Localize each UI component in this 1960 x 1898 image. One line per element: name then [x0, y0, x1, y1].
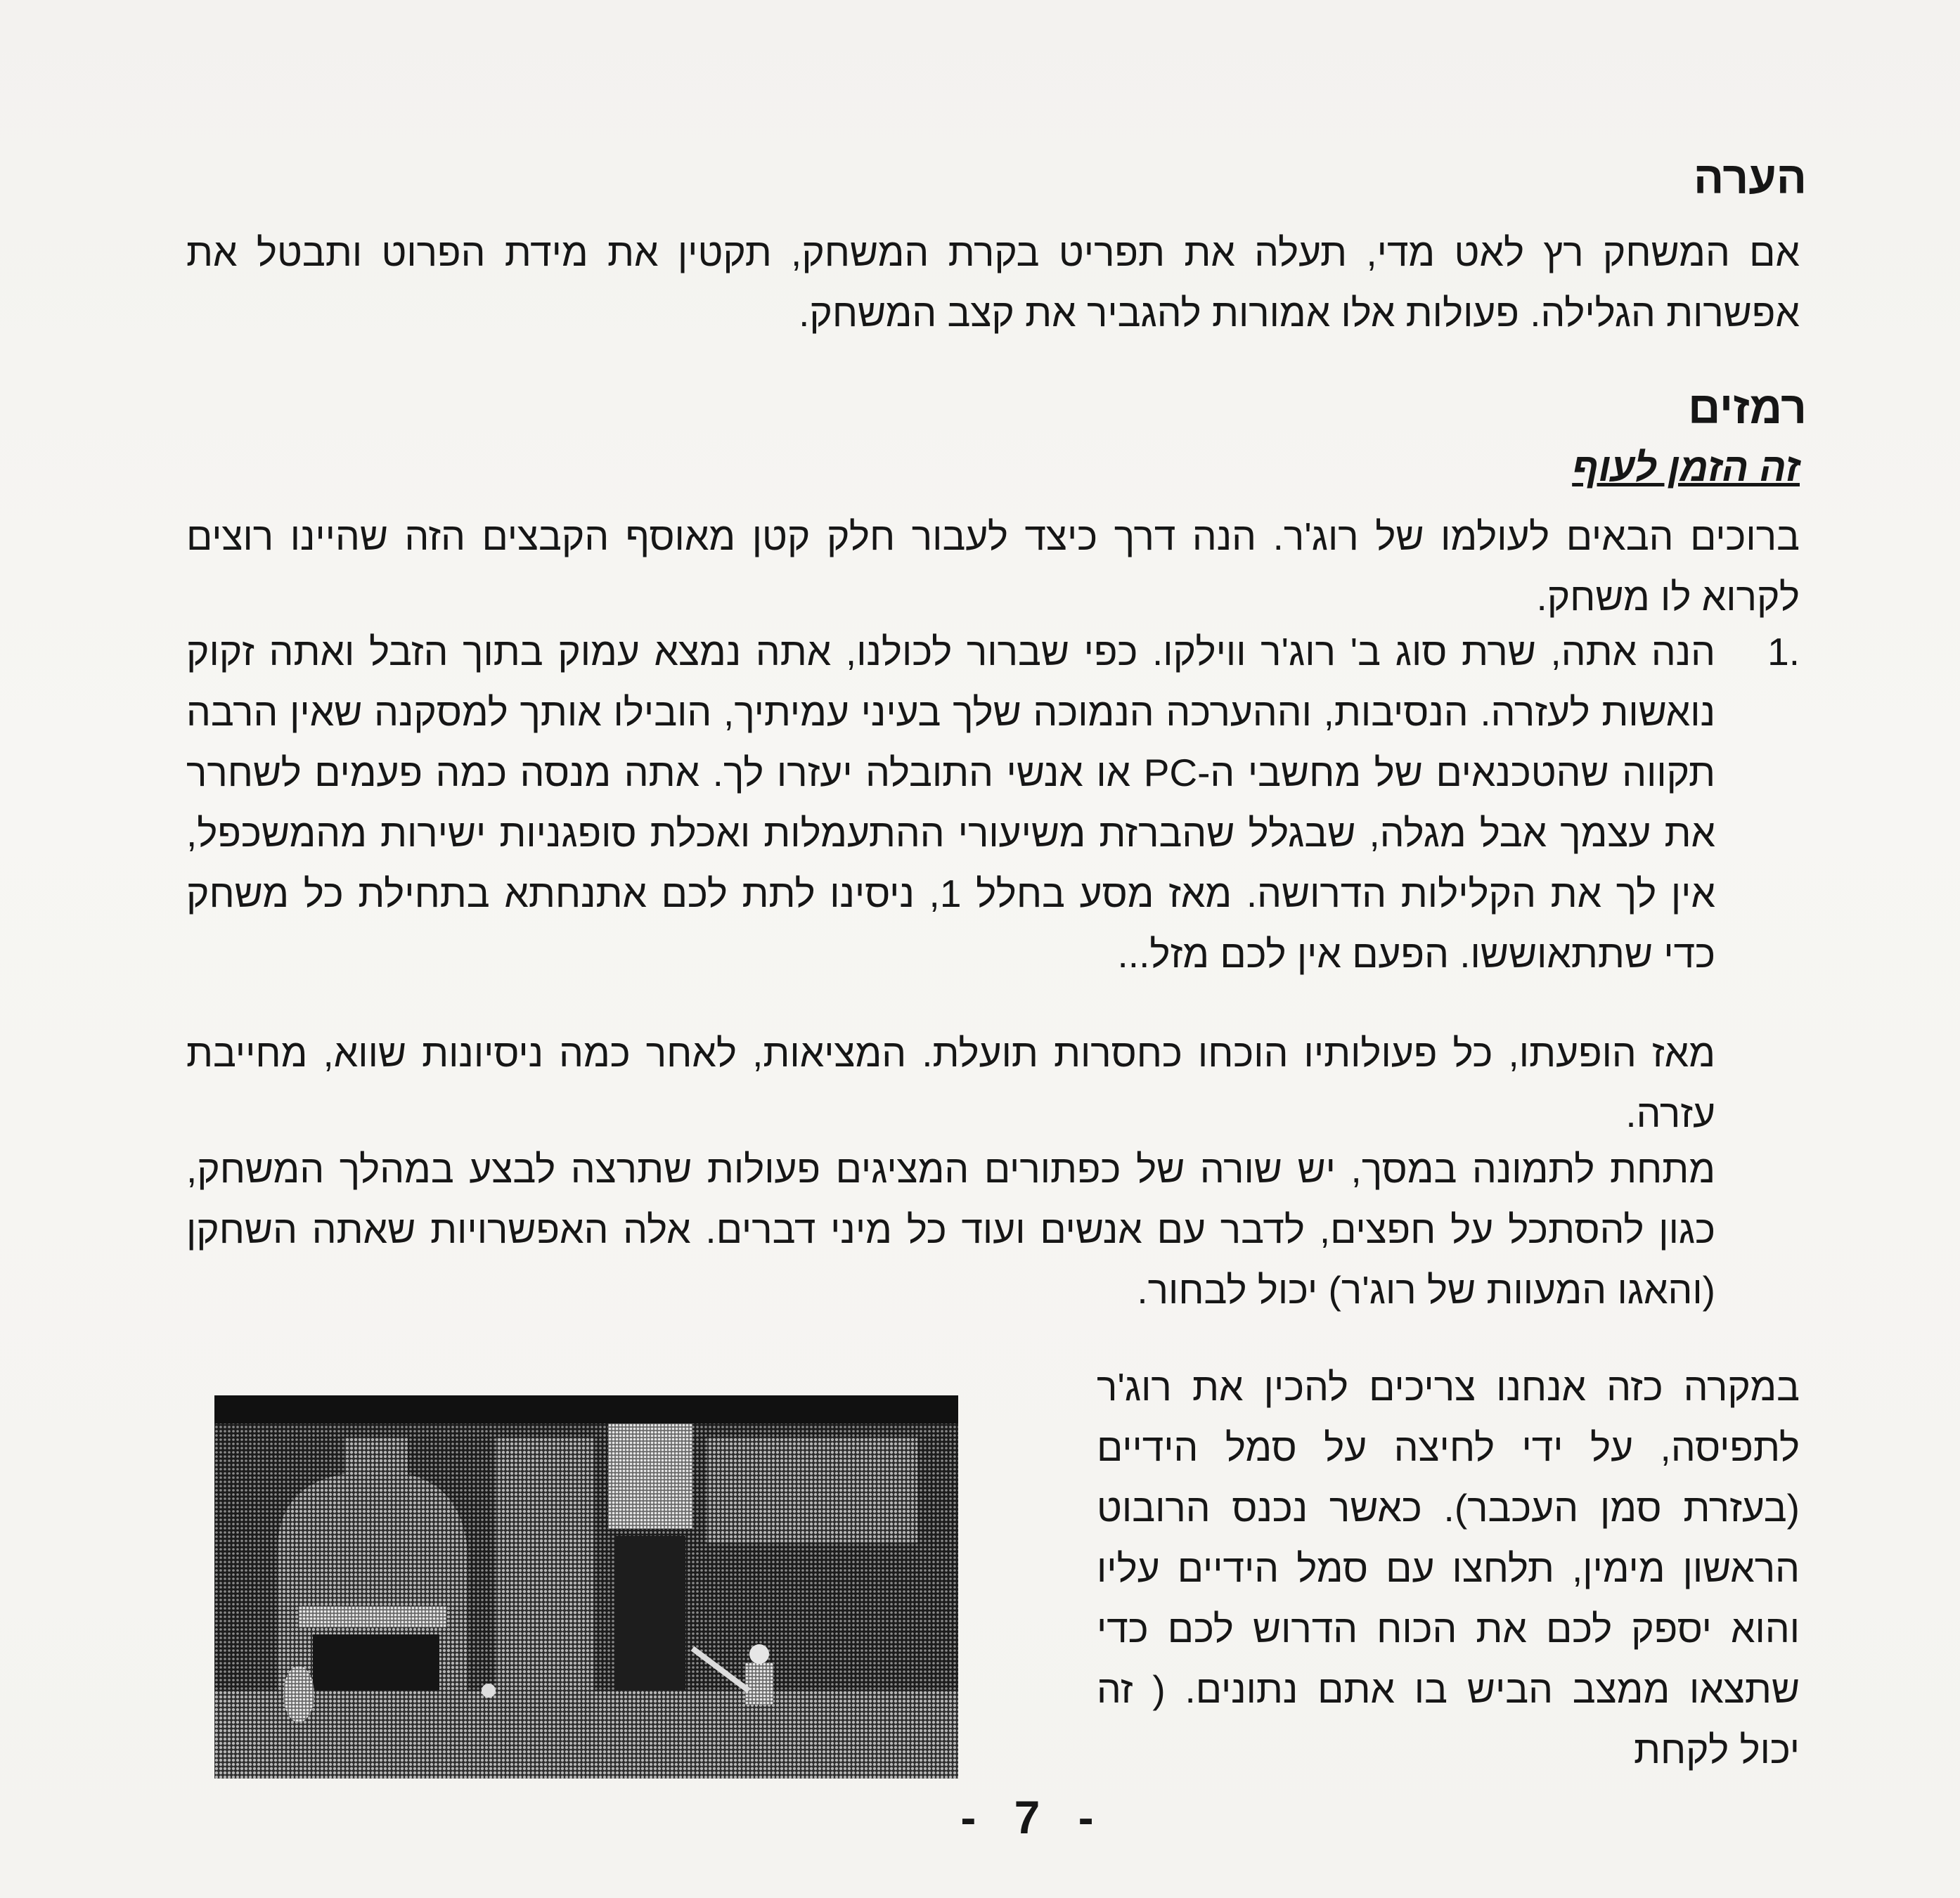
note-paragraph: אם המשחק רץ לאט מדי, תעלה את תפריט בקרת המשחק, תקטין את מידת הפרוט ותבטל את אפשרות הגלילה. פעולות אלו אמורות להגביר את קצב המשחק. — [186, 231, 1800, 335]
game-screenshot-image — [214, 1395, 958, 1778]
hints-subheading: זה הזמן לעוף — [1572, 445, 1800, 489]
paragraph-2: מאז הופעתו, כל פעולותיו הוכחו כחסרות תועלת. המציאות, לאחר כמה ניסיונות שווא, מחייבת עזרה. — [186, 1031, 1715, 1135]
list-item-text: הנה אתה, שרת סוג ב' רוג'ר ווילקו. כפי שברור לכולנו, אתה נמצא עמוק בתוך הזבל ואתה זקוק נואשות לעזרה. הנסיבות, וההערכה הנמוכה שלך בעיני עמיתיך, הובילו אותך למסקנה שאין הרבה תקווה שהטכנאים של מחשבי ה-PC או אנשי התובלה יעזרו לך. אתה מנסה כמה פעמים לשחרר את עצמך אבל מגלה, שבגלל שהברזת משיעורי ההתעמלות ואכלת סופגניות ישירות מהמשכפל, אין לך את הקלילות הדרושה. מאז מסע בחלל 1, ניסינו לתת לכם אתנחתא בתחילת כל משחק כדי שתתאוששו. הפעם אין לכם מזל... — [186, 630, 1715, 976]
list-item — [186, 621, 1800, 1043]
page-number: - 7 - — [960, 1791, 1107, 1843]
note-heading: הערה — [1693, 153, 1807, 203]
paragraph-3: מתחת לתמונה במסך, יש שורה של כפתורים המציגים פעולות שתרצה לבצע במהלך המשחק, כגון להסתכל על חפצים, לדבר עם אנשים ועוד כל מיני דברים. אלה האפשרויות שאתה השחקן (והאגו המעוות של רוג'ר) יכול לבחור. — [186, 1147, 1715, 1312]
hints-intro-paragraph: ברוכים הבאים לעולמו של רוג'ר. הנה דרך כיצד לעבור חלק קטן מאוסף הקבצים הזה שהיינו רוצים לקרוא לו משחק. — [186, 515, 1800, 619]
paragraph-4: במקרה כזה אנחנו צריכים להכין את רוג'ר לתפיסה, על ידי לחיצה על סמל הידיים (בעזרת סמן העכבר). כאשר נכנס הרובוט הראשון מימין, תלחצו עם סמל הידיים עליו והוא יספק לכם את הכוח הדרוש לכם כדי שתצאו ממצב הביש בו אתם נתונים. ( זה יכול לקחת — [1097, 1365, 1800, 1771]
list-item-number: 1. — [1767, 630, 1800, 673]
hints-heading: רמזים — [1688, 382, 1807, 433]
